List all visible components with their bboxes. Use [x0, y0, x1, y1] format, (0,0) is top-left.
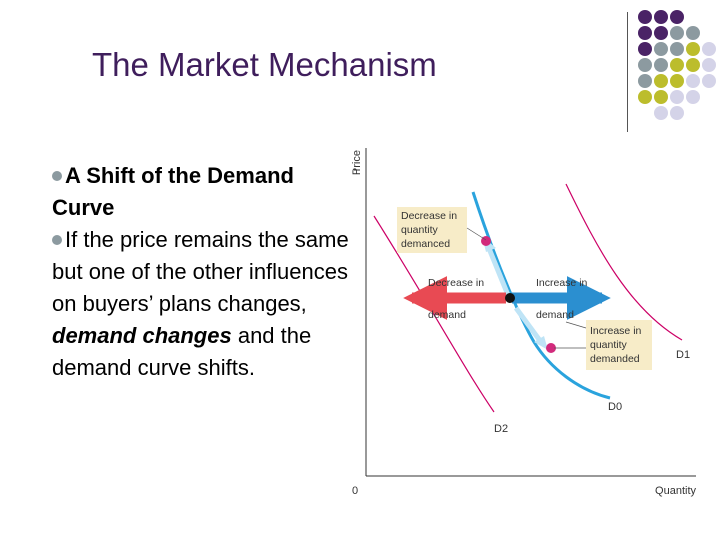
increase-in-label: Increase in — [536, 277, 588, 289]
decor-dot — [638, 10, 652, 24]
decor-dot — [670, 10, 684, 24]
demand-shift-diagram — [340, 140, 710, 500]
demand-curve-d1 — [566, 184, 682, 340]
bullet-marker — [52, 235, 62, 245]
bullet-text: If the price remains the same but one of the other influences on buyers’ plans changes, — [52, 227, 349, 316]
decor-dot — [654, 90, 668, 104]
decor-dot — [638, 26, 652, 40]
y-axis-label: Price — [351, 150, 363, 176]
increase-quantity-line1: Increase in — [590, 325, 642, 337]
bullet-text: Shift of the Demand Curve — [52, 163, 294, 220]
decor-dot — [670, 90, 684, 104]
decor-dot — [654, 42, 668, 56]
decor-dot — [702, 74, 716, 88]
decrease-quantity-line3: demanced — [401, 238, 451, 250]
slide-title: The Market Mechanism — [92, 46, 437, 83]
decor-dot — [702, 42, 716, 56]
decorative-dot-grid — [638, 10, 720, 120]
bullet-list — [52, 160, 352, 384]
decrease-quantity-line1: Decrease in — [401, 210, 458, 222]
decor-dot — [686, 90, 700, 104]
decor-dot — [654, 58, 668, 72]
decor-dot — [654, 10, 668, 24]
decor-dot — [702, 58, 716, 72]
decor-dot — [638, 42, 652, 56]
decor-dot — [670, 26, 684, 40]
decor-dot — [638, 90, 652, 104]
decor-dot — [654, 26, 668, 40]
bullet-text-end: and the demand curve shifts. — [52, 323, 312, 380]
decor-dot — [686, 42, 700, 56]
decor-dot — [686, 26, 700, 40]
decrease-quantity-leader — [467, 228, 486, 240]
bullet-marker — [52, 171, 62, 181]
decrease-quantity-line2: quantity — [401, 224, 438, 236]
decor-dot — [670, 74, 684, 88]
decrease-in-label: Decrease in — [428, 277, 485, 289]
decor-dot — [654, 106, 668, 120]
decor-dot — [670, 106, 684, 120]
initial-point — [505, 293, 515, 303]
bullet-lead: A — [65, 163, 81, 188]
curve-label-d2: D2 — [494, 423, 509, 435]
decor-dot — [686, 58, 700, 72]
origin-label: 0 — [352, 485, 359, 497]
demand-label-leader — [566, 322, 586, 328]
increase-quantity-line3: demanded — [590, 353, 640, 365]
bullet-item — [52, 160, 352, 224]
bullet-emphasis: demand changes — [52, 323, 232, 348]
x-axis-label: Quantity — [655, 485, 696, 497]
decor-dot — [686, 74, 700, 88]
curve-label-d1: D1 — [676, 349, 691, 361]
decor-dot — [638, 58, 652, 72]
movement-arrow-up — [488, 246, 510, 300]
decor-dot — [670, 58, 684, 72]
decor-dot — [670, 42, 684, 56]
increase-demand-label: demand — [536, 309, 574, 321]
bullet-item — [52, 224, 352, 384]
decor-dot — [638, 74, 652, 88]
curve-label-d0: D0 — [608, 401, 623, 413]
increase-quantity-line2: quantity — [590, 339, 627, 351]
decor-dot — [654, 74, 668, 88]
decrease-demand-label: demand — [428, 309, 466, 321]
title-divider — [627, 12, 628, 132]
